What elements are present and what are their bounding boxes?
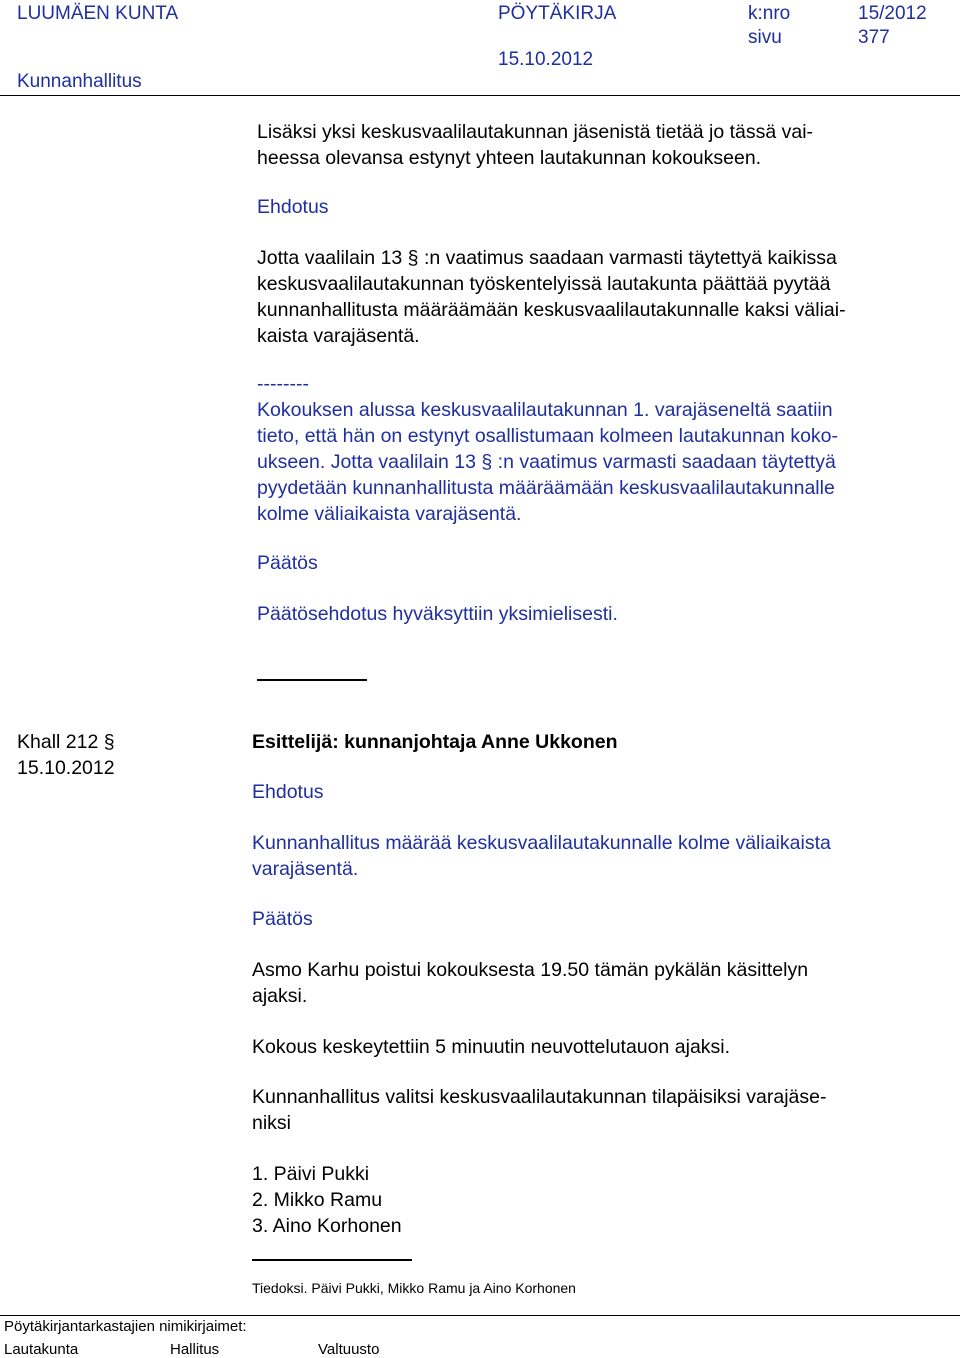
paatos-paragraph-2: Kokous keskeytettiin 5 minuutin neuvottelutauon ajaksi. <box>252 1036 731 1058</box>
footer-label: Pöytäkirjantarkastajien nimikirjaimet: <box>4 1318 247 1335</box>
footer-valtuusto: Valtuusto <box>318 1341 380 1358</box>
knro-label: k:nro <box>748 3 791 24</box>
municipality-name: LUUMÄEN KUNTA <box>17 3 179 24</box>
presenter: Esittelijä: kunnanjohtaja Anne Ukkonen <box>252 731 618 753</box>
tiedoksi-note: Tiedoksi. Päivi Pukki, Mikko Ramu ja Aino Korhonen <box>252 1280 576 1296</box>
section-reference: Khall 212 § <box>17 731 115 753</box>
ehdotus-paragraph: Jotta vaalilain 13 § :n vaatimus saadaan varmasti täytettyä kaikissa keskusvaalilautakunnan työskentelyissä lautakunta päättää pyytää kunnanhallitusta määräämään keskusvaalilautakunnalle kaksi väliai- kaista varajäsentä. <box>257 247 846 347</box>
list-item: 1. Päivi Pukki <box>252 1163 370 1185</box>
header-rule <box>0 95 960 96</box>
knro-value: 15/2012 <box>858 3 927 24</box>
ehdotus-heading: Ehdotus <box>257 196 329 218</box>
paatos-heading: Päätös <box>257 552 318 574</box>
list-item: 3. Aino Korhonen <box>252 1215 402 1237</box>
header-date: 15.10.2012 <box>498 49 594 70</box>
khall-paatos-heading: Päätös <box>252 908 313 930</box>
paatos-text: Päätösehdotus hyväksyttiin yksimielisesti. <box>257 603 618 625</box>
footer-lautakunta: Lautakunta <box>4 1341 79 1358</box>
section-date: 15.10.2012 <box>17 757 115 779</box>
section-end-rule <box>257 679 367 681</box>
list-end-rule <box>252 1259 412 1261</box>
footer-rule <box>0 1315 960 1316</box>
khall-ehdotus-heading: Ehdotus <box>252 781 324 803</box>
paatos-paragraph-1: Asmo Karhu poistui kokouksesta 19.50 tämän pykälän käsittelyn ajaksi. <box>252 959 809 1007</box>
paatos-paragraph-3: Kunnanhallitus valitsi keskusvaalilautakunnan tilapäisiksi varajäse- niksi <box>252 1086 827 1134</box>
list-item: 2. Mikko Ramu <box>252 1189 383 1211</box>
header-body: Kunnanhallitus <box>17 71 142 92</box>
footer-hallitus: Hallitus <box>170 1341 220 1358</box>
note-paragraph: -------- Kokouksen alussa keskusvaalilautakunnan 1. varajäseneltä saatiin tieto, että hän on estynyt osallistumaan kolmeen lautakunnan koko- ukseen. Jotta vaalilain 13 § :n vaatimus varmasti saadaan täytettyä pyydetään kunnanhallitusta määräämään keskusvaalilautakunnalle kolme väliaikaista varajäsentä. <box>257 373 839 525</box>
document-type: PÖYTÄKIRJA <box>498 3 617 24</box>
khall-ehdotus-paragraph: Kunnanhallitus määrää keskusvaalilautakunnalle kolme väliaikaista varajäsentä. <box>252 832 831 880</box>
member-list <box>252 1161 402 1239</box>
intro-paragraph: Lisäksi yksi keskusvaalilautakunnan jäsenistä tietää jo tässä vai- heessa olevansa estynyt yhteen lautakunnan kokoukseen. <box>257 121 814 169</box>
separator: -------- <box>257 373 309 395</box>
sivu-label: sivu <box>748 27 782 48</box>
sivu-value: 377 <box>858 27 890 48</box>
